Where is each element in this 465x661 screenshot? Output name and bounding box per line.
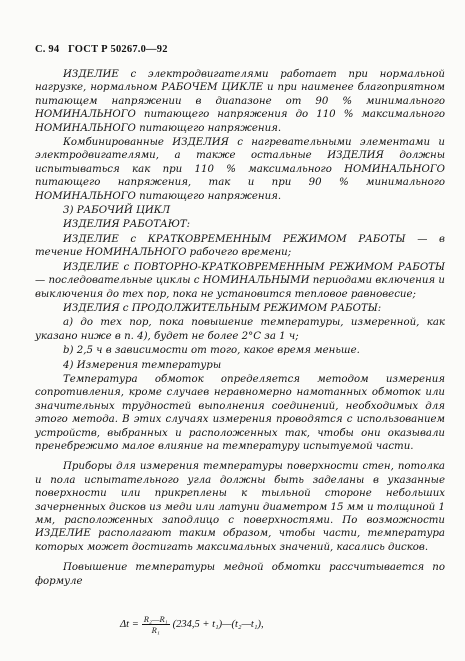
paragraph: ИЗДЕЛИЕ с электродвигателями работает при нормальной нагрузке, нормальном РАБОЧЕМ ЦИКЛЕ и при наименее благоприятном питающем напряжении в диапазоне от 90 % минимального НОМИНАЛЬНОГО питающего напряжения до 110 % максимального НОМИНАЛЬНОГО питающего напряжения. (35, 69, 445, 134)
document-body (35, 68, 445, 589)
page-number: С. 94 (35, 44, 60, 55)
formula-rest: (234,5 + t₁)—(t₂—t₁), (172, 619, 264, 630)
paragraph: ИЗДЕЛИЕ с КРАТКОВРЕМЕННЫМ РЕЖИМОМ РАБОТЫ — в течение НОМИНАЛЬНОГО рабочего времени; (35, 233, 445, 259)
paragraph: Комбинированные ИЗДЕЛИЯ с нагревательными элементами и электродвигателями, а также остальные ИЗДЕЛИЯ должны испытываться как при 110 % максимального НОМИНАЛЬНОГО питающего напряжения, так и при 90 % минимального НОМИНАЛЬНОГО питающего напряжения. (35, 137, 445, 202)
formula-denominator: R₁ (151, 625, 160, 635)
paragraph: ИЗДЕЛИЕ с ПОВТОРНО-КРАТКОВРЕМЕННЫМ РЕЖИМОМ РАБОТЫ — последовательные циклы с НОМИНАЛЬНЫМИ периодами включения и выключения до тех пор, пока не установится тепловое равновесие; (35, 261, 445, 300)
list-item: b) 2,5 ч в зависимости от того, какое время меньше. (63, 345, 360, 357)
paragraph: ИЗДЕЛИЯ РАБОТАЮТ: (63, 219, 191, 231)
paragraph: Приборы для измерения температуры поверхности стен, потолка и пола испытательного угла должны быть заделаны в указанные поверхности или прикреплены к тыльной стороне небольших зачерненных дисков из меди или латуни диаметром 15 мм и толщиной 1 мм, расположенных заподлицо с поверхностями. По возможности ИЗДЕЛИЕ располагают таким образом, чтобы части, температура которых может достигать максимальных значений, касались дисков. (35, 461, 445, 553)
paragraph: ИЗДЕЛИЯ с ПРОДОЛЖИТЕЛЬНЫМ РЕЖИМОМ РАБОТЫ: (63, 302, 382, 314)
page-header (35, 44, 174, 55)
list-item: а) до тех пор, пока повышение температуры, измеренной, как указано ниже в п. 4), будет не более 2°С за 1 ч; (35, 317, 445, 342)
paragraph: Температура обмоток определяется методом измерения сопротивления, кроме случаев неравномерно намотанных обмоток или значительных трудностей выполнения соединений, необходимых для этого метода. В этих случаях измерения проводятся с использованием устройств, выбранных и расположенных так, чтобы они оказывали пренебрежимо малое влияние на температуру испытуемой части. (35, 373, 445, 452)
formula-fraction (142, 614, 170, 635)
formula-numerator: R₂—R₁ (143, 614, 168, 624)
section-heading: 4) Измерения температуры (63, 359, 222, 371)
temperature-formula (120, 614, 264, 635)
section-heading: 3) РАБОЧИЙ ЦИКЛ (63, 205, 171, 217)
paragraph: Повышение температуры медной обмотки рассчитывается по формуле (35, 562, 445, 587)
standard-id: ГОСТ Р 50267.0—92 (68, 44, 168, 55)
formula-lhs: Δt = (120, 619, 139, 630)
